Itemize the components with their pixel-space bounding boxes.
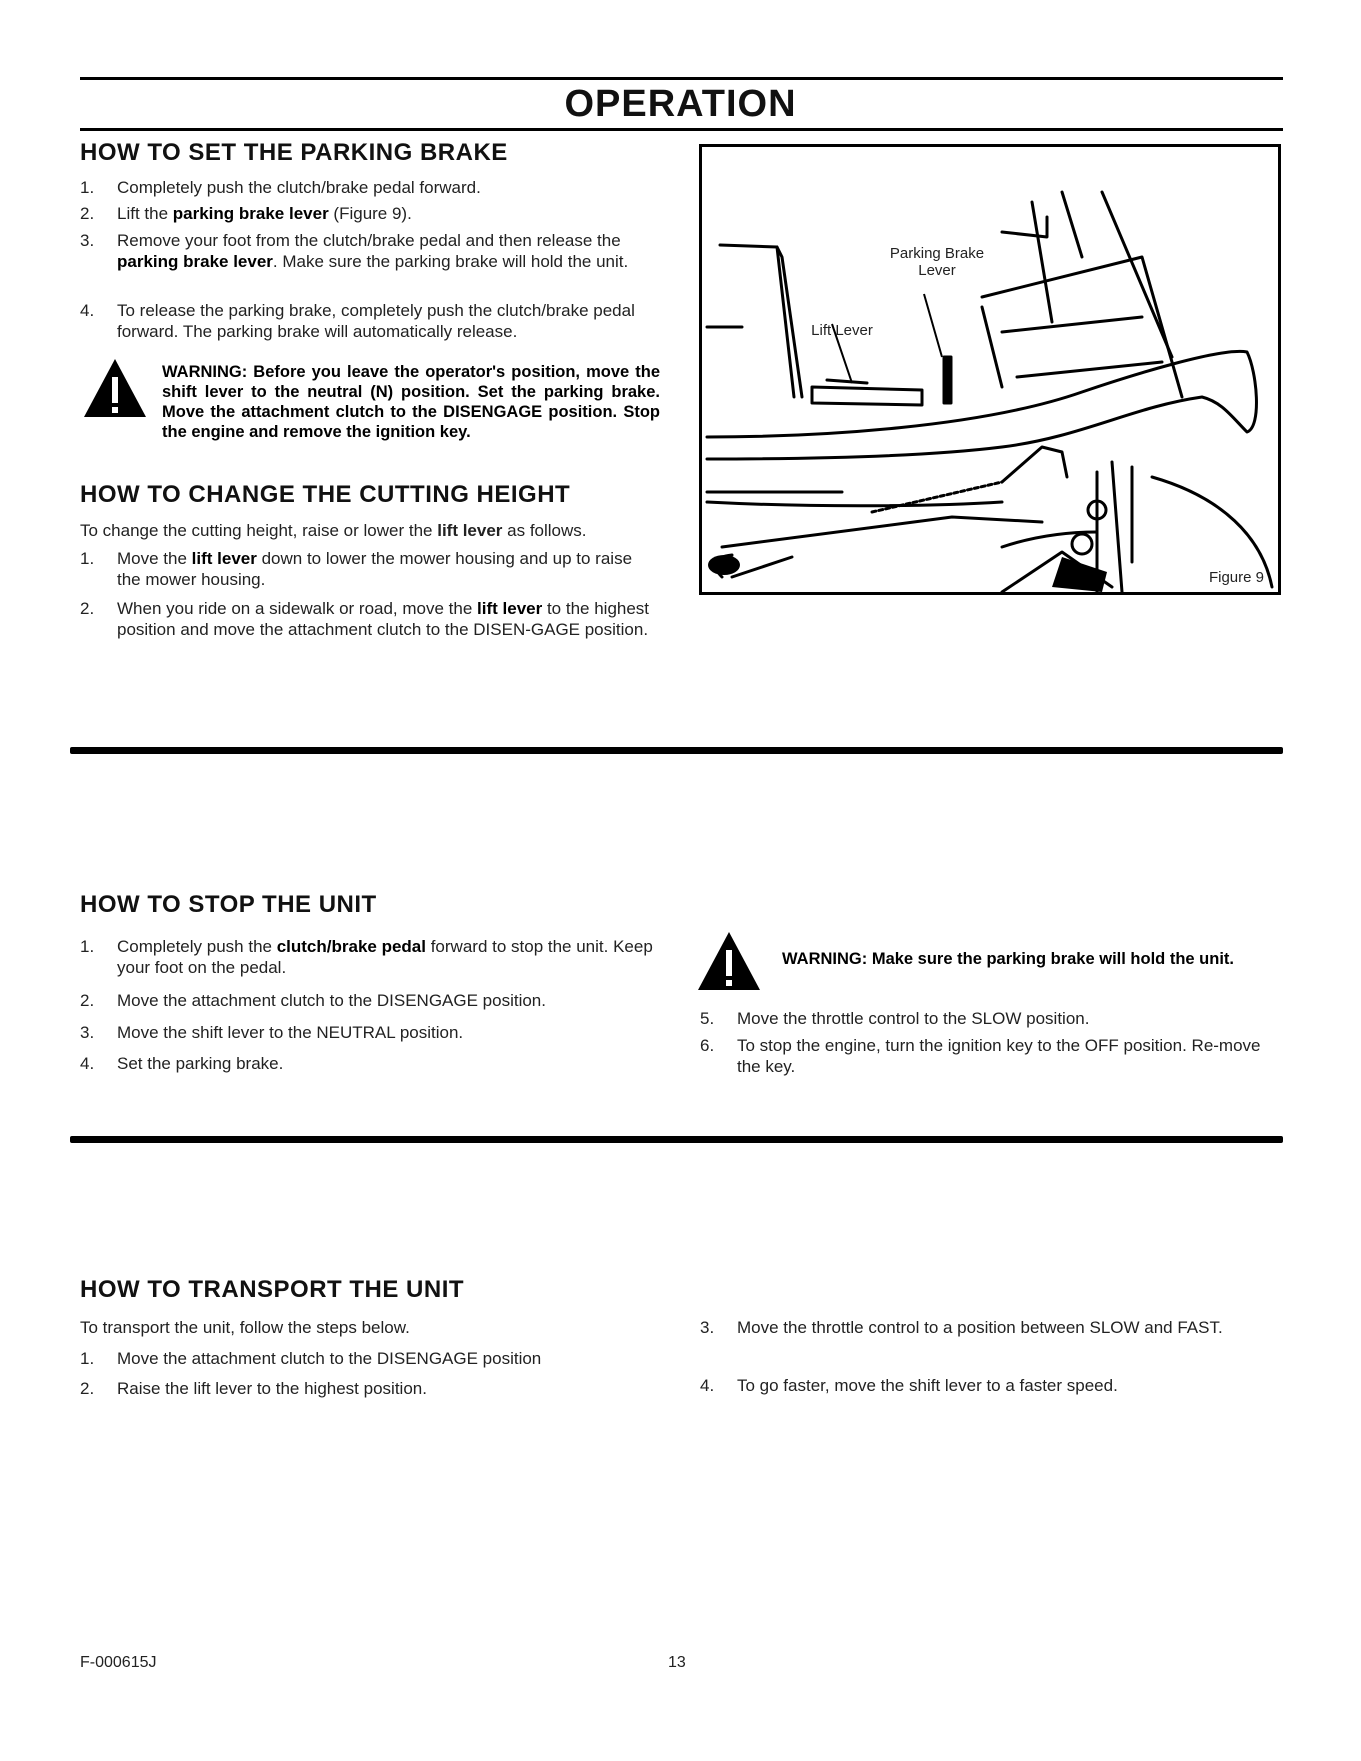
- step-number: 2.: [80, 991, 95, 1010]
- warning-text: WARNING: Make sure the parking brake will hold the unit.: [782, 950, 1234, 968]
- step-text: To stop the engine, turn the ignition key to the OFF position. Re-move the key.: [737, 1036, 1261, 1076]
- step-text: Move the lift lever down to lower the mower housing and up to raise the mower housing.: [117, 549, 633, 589]
- warning-icon: [696, 928, 762, 994]
- warning-icon: [82, 355, 148, 421]
- figure-caption: Figure 9: [1208, 569, 1264, 586]
- intro-text: To transport the unit, follow the steps below.: [80, 1318, 410, 1337]
- heading-transport: HOW TO TRANSPORT THE UNIT: [80, 1276, 465, 1303]
- step-number: 4.: [80, 301, 95, 320]
- title-rule: [80, 128, 1283, 131]
- parking-brake-lever-label: Parking Brake Lever: [889, 245, 985, 279]
- step-text: When you ride on a sidewalk or road, move the lift lever to the highest position and move the attachment clutch to the DISEN-GAGE position.: [117, 599, 650, 639]
- step-number: 5.: [700, 1009, 715, 1028]
- step-text: Lift the parking brake lever (Figure 9).: [117, 204, 412, 223]
- step-number: 2.: [80, 599, 95, 618]
- step-number: 2.: [80, 1379, 95, 1398]
- heading-cutting-height: HOW TO CHANGE THE CUTTING HEIGHT: [80, 481, 571, 508]
- heading-parking-brake: HOW TO SET THE PARKING BRAKE: [80, 139, 508, 166]
- step-text: Completely push the clutch/brake pedal forward.: [117, 178, 481, 197]
- step-number: 3.: [700, 1318, 715, 1337]
- step-text: Move the throttle control to a position between SLOW and FAST.: [737, 1318, 1223, 1337]
- section-divider: [70, 747, 1283, 754]
- step-text: Raise the lift lever to the highest position.: [117, 1379, 427, 1398]
- step-text: Move the attachment clutch to the DISENGAGE position.: [117, 991, 546, 1010]
- step-number: 1.: [80, 1349, 95, 1368]
- step-text: Set the parking brake.: [117, 1054, 284, 1073]
- page-number: 13: [668, 1654, 686, 1671]
- step-text: Remove your foot from the clutch/brake pedal and then release the parking brake lever. Make sure the parking brake will hold the unit.: [117, 231, 629, 271]
- step-number: 3.: [80, 231, 95, 250]
- intro-text: To change the cutting height, raise or lower the lift lever as follows.: [80, 521, 587, 540]
- page-title: OPERATION: [564, 83, 797, 125]
- section-divider: [70, 1136, 1283, 1143]
- step-number: 6.: [700, 1036, 715, 1055]
- step-number: 3.: [80, 1023, 95, 1042]
- lift-lever-label: Lift Lever: [811, 322, 873, 339]
- step-text: To release the parking brake, completely push the clutch/brake pedal forward. The parking brake will automatically release.: [117, 301, 635, 341]
- top-rule: [80, 77, 1283, 80]
- step-number: 2.: [80, 204, 95, 223]
- step-number: 1.: [80, 937, 95, 956]
- step-text: Move the attachment clutch to the DISENGAGE position: [117, 1349, 542, 1368]
- figure-illustration: [702, 147, 1278, 592]
- step-number: 4.: [80, 1054, 95, 1073]
- figure-9: [699, 144, 1281, 595]
- heading-stop-unit: HOW TO STOP THE UNIT: [80, 891, 377, 918]
- step-number: 4.: [700, 1376, 715, 1395]
- step-number: 1.: [80, 549, 95, 568]
- step-number: 1.: [80, 178, 95, 197]
- warning-text: WARNING: Before you leave the operator's position, move the shift lever to the neutral (N) position. Set the parking brake. Move the attachment clutch to the DISENGAGE position. Stop the engine and remove the ignition key.: [162, 363, 660, 441]
- step-text: Move the shift lever to the NEUTRAL position.: [117, 1023, 464, 1042]
- document-code: F-000615J: [80, 1654, 157, 1671]
- step-text: Move the throttle control to the SLOW position.: [737, 1009, 1090, 1028]
- step-text: To go faster, move the shift lever to a faster speed.: [737, 1376, 1118, 1395]
- step-text: Completely push the clutch/brake pedal forward to stop the unit. Keep your foot on the pedal.: [117, 937, 653, 977]
